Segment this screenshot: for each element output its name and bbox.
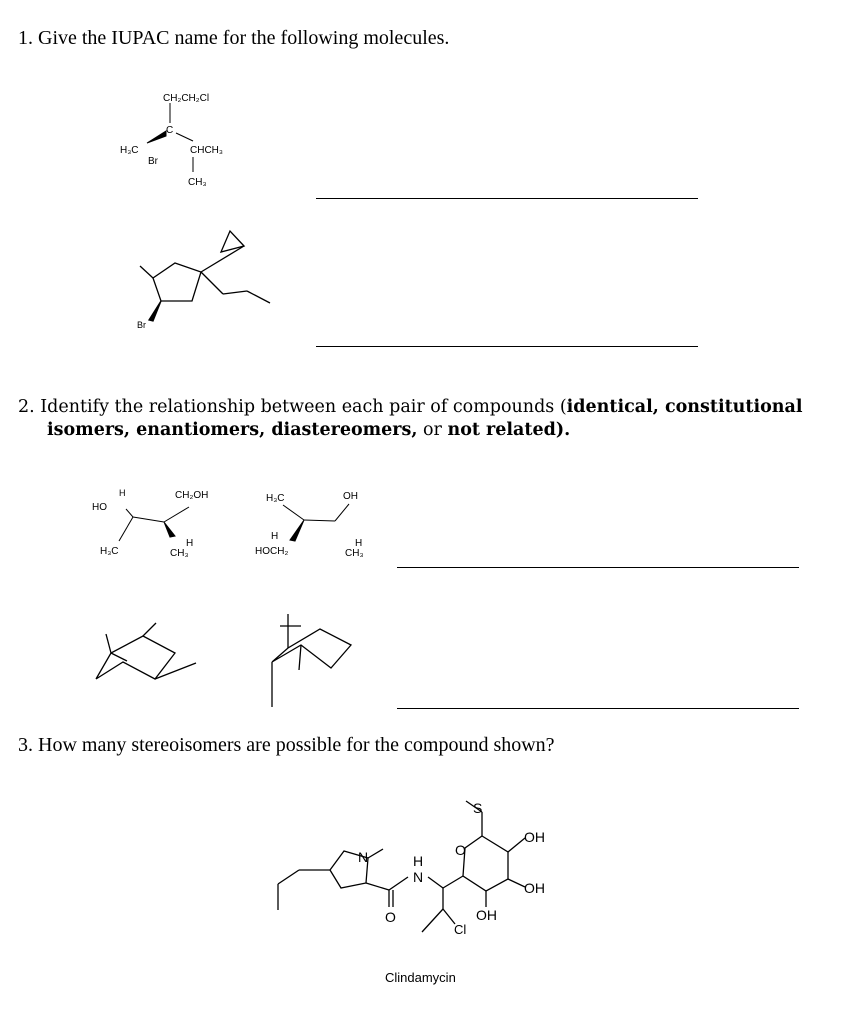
q2-line2-bold2: not related). xyxy=(447,420,571,440)
q3-atom-n: N xyxy=(413,869,424,885)
q1m1-right-label: CHCH₃ xyxy=(190,145,223,156)
q2a-m2-h2: H xyxy=(355,538,363,549)
q3-atom-cl: Cl xyxy=(454,922,467,937)
q1-molecule-2 xyxy=(140,231,270,321)
q1m1-top-label: CH₂CH₂Cl xyxy=(163,93,210,104)
q2-line2-bold1: isomers, enantiomers, diastereomers, xyxy=(47,420,418,440)
q3-atom-oh2: OH xyxy=(524,880,545,896)
q3-atom-n-ring: N xyxy=(358,849,369,865)
q3-atom-oh1: OH xyxy=(524,829,545,845)
q3-caption: Clindamycin xyxy=(385,970,456,985)
q2a-m2-h3c: H₃C xyxy=(266,493,285,504)
q1m1-br-label: Br xyxy=(148,156,158,167)
q1m1-left-label: H₃C xyxy=(120,145,139,156)
q2a-m1-ch2oh: CH₂OH xyxy=(175,490,209,501)
q2a-m1-ch3: CH₃ xyxy=(170,548,189,559)
q2a-m1-h3c: H₃C xyxy=(100,546,119,557)
q3-atom-o: O xyxy=(385,909,396,925)
q2-line1-pre: 2. Identify the relationship between each pair of compounds ( xyxy=(18,397,567,417)
q3-atom-o-ring: O xyxy=(455,842,466,858)
q2a-m1-h: H xyxy=(186,538,194,549)
question-1-text: 1. Give the IUPAC name for the following molecules. xyxy=(18,27,450,49)
q2a-m2-hoch2: HOCH₂ xyxy=(255,546,289,557)
q3-atom-s: S xyxy=(473,800,483,816)
q2-line1-bold: identical, constitutional xyxy=(566,397,803,417)
q2a-m2-oh: OH xyxy=(343,491,358,502)
q2-pairB-chair-2 xyxy=(272,614,351,707)
answer-line-1b[interactable] xyxy=(316,346,698,347)
q2-pairB-chair-1 xyxy=(96,623,196,679)
q2a-m1-h-top: H xyxy=(119,488,126,498)
answer-line-2a[interactable] xyxy=(397,567,799,568)
q1m1-bottom-label: CH₃ xyxy=(188,177,207,188)
question-3-text: 3. How many stereoisomers are possible for the compound shown? xyxy=(18,734,555,756)
q1m1-center-label: C xyxy=(166,125,174,136)
q2-pairA-molecule-1 xyxy=(119,507,189,541)
answer-line-2b[interactable] xyxy=(397,708,799,709)
q3-atom-oh3: OH xyxy=(476,907,497,923)
answer-line-1a[interactable] xyxy=(316,198,698,199)
q1m2-br-label: Br xyxy=(137,320,146,330)
q2a-m1-ho: HO xyxy=(92,502,107,513)
q2-line2-mid: or xyxy=(417,420,448,440)
q2a-m2-ch3: CH₃ xyxy=(345,548,364,559)
q2a-m2-h: H xyxy=(271,531,279,542)
q2-pairA-molecule-2 xyxy=(283,504,349,541)
question-2-text xyxy=(18,396,818,442)
q3-atom-h: H xyxy=(413,853,424,869)
